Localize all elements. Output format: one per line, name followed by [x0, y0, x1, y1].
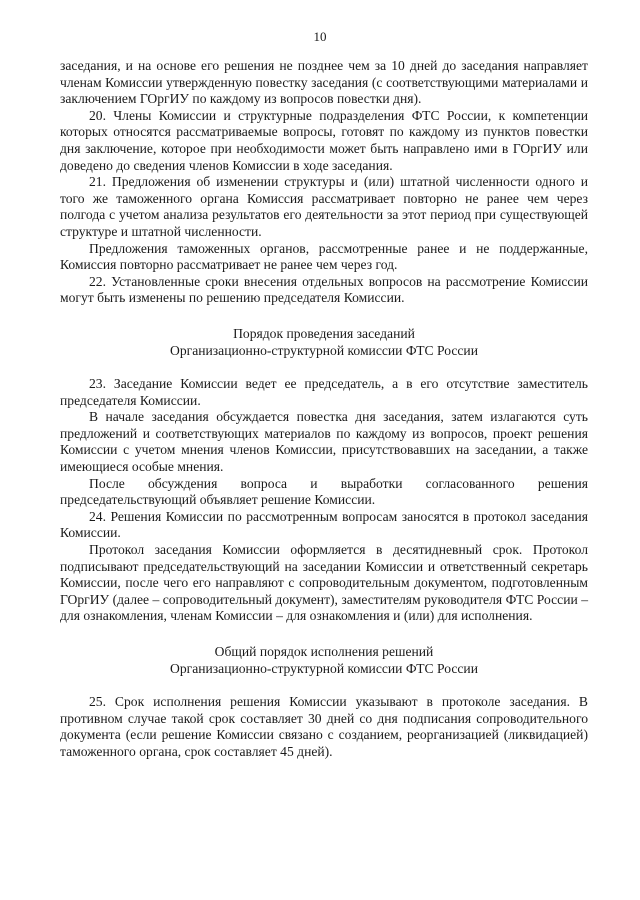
section-heading-execution-line2: Организационно-структурной комиссии ФТС России: [170, 660, 478, 676]
spacer: [60, 307, 588, 326]
paragraph-continuation: заседания, и на основе его решения не позднее чем за 10 дней до заседания направляет членам Комиссии утвержденную повестку заседания (с соответствующими материалами и заключением ГОргИУ по каждому из вопросов повестки дня).: [60, 58, 588, 107]
document-body: [60, 58, 588, 761]
page-number: 10: [313, 29, 327, 44]
paragraph-20: 20. Члены Комиссии и структурные подразделения ФТС России, к компетенции которых относятся рассматриваемые вопросы, готовят по каждому из пунктов повестки дня заключение, которое при необходимости может быть направлено ими в ГОргИУ или доведено до сведения членов Комиссии в ходе заседания.: [60, 107, 588, 173]
paragraph-24-protocol: Протокол заседания Комиссии оформляется в десятидневный срок. Протокол подписывают председательствующий на заседании Комиссии и ответственный секретарь Комиссии, после чего его направляют с сопроводительным документом, подготовленным ГОргИУ (далее – сопроводительный документ), заместителям руководителя ФТС России – для ознакомления, членам Комиссии – для ознакомления и (или) для исполнения.: [60, 542, 588, 624]
paragraph-21: 21. Предложения об изменении структуры и (или) штатной численности одного и того же таможенного органа Комиссия рассматривает повторно не ранее чем через полгода с учетом анализа результатов его деятельности за этот период при существующей структуре и штатной численности.: [60, 174, 588, 239]
section-heading-meetings-line2: Организационно-структурной комиссии ФТС России: [170, 342, 478, 358]
section-heading-execution-line1: Общий порядок исполнения решений: [214, 644, 434, 659]
section-heading-meetings-line1: Порядок проведения заседаний: [233, 325, 415, 341]
spacer: [60, 677, 588, 694]
paragraph-23: 23. Заседание Комиссии ведет ее председатель, а в его отсутствие заместитель председателя Комиссии.: [60, 376, 588, 408]
paragraph-22: 22. Установленные сроки внесения отдельных вопросов на рассмотрение Комиссии могут быть изменены по решению председателя Комиссии.: [60, 273, 588, 306]
paragraph-23-agenda: В начале заседания обсуждается повестка дня заседания, затем излагаются суть предложений и соответствующих материалов по каждому из вопросов, проект решения Комиссии с учетом мнения членов Комиссии, присутствовавших на заседании, а также имеющиеся особые мнения.: [60, 409, 588, 475]
spacer: [60, 625, 588, 644]
paragraph-23-decision: После обсуждения вопроса и выработки согласованного решения председательствующий объявляет решение Комиссии.: [60, 475, 588, 508]
paragraph-21-proposals: Предложения таможенных органов, рассмотренные ранее и не поддержанные, Комиссия повторно рассматривает не ранее чем через год.: [60, 240, 588, 273]
paragraph-24: 24. Решения Комиссии по рассмотренным вопросам заносятся в протокол заседания Комиссии.: [60, 508, 588, 541]
spacer: [60, 359, 588, 376]
paragraph-25: 25. Срок исполнения решения Комиссии указывают в протоколе заседания. В противном случае такой срок составляет 30 дней со дня подписания сопроводительного документа (если решение Комиссии связано с созданием, реорганизацией (ликвидацией) таможенного органа, срок составляет 45 дней).: [60, 694, 588, 759]
